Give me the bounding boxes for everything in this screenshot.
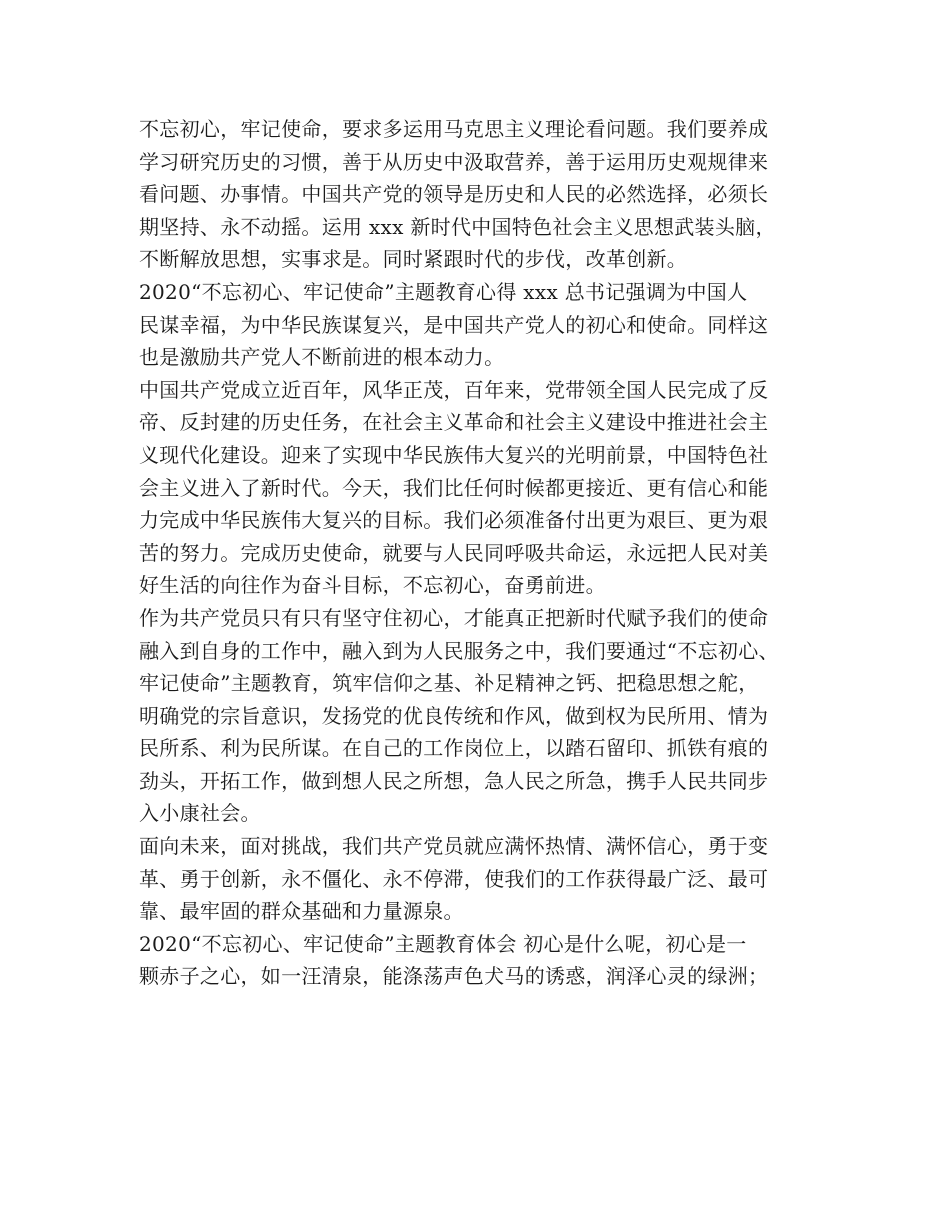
text-line: 2020“不忘初心、牢记使命”主题教育心得 xxx 总书记强调为中国人 xyxy=(139,279,748,304)
text-line: 也是激励共产党人不断前进的根本动力。 xyxy=(139,345,505,370)
text-line: 靠、最牢固的群众基础和力量源泉。 xyxy=(139,899,464,924)
text-line: 力完成中华民族伟大复兴的目标。我们必须准备付出更为艰巨、更为艰 xyxy=(139,508,769,533)
text-line: 不忘初心，牢记使命，要求多运用马克思主义理论看问题。我们要养成 xyxy=(139,117,769,141)
text-line: 劲头，开拓工作，做到想人民之所想，急人民之所急，携手人民共同步 xyxy=(139,768,769,793)
text-line: 看问题、办事情。中国共产党的领导是历史和人民的必然选择，必须长 xyxy=(139,182,769,207)
paragraph-5 xyxy=(139,830,819,928)
text-line: 民所系、利为民所谋。在自己的工作岗位上，以踏石留印、抓铁有痕的 xyxy=(139,736,769,761)
text-line: 苦的努力。完成历史使命，就要与人民同呼吸共命运，永远把人民对美 xyxy=(139,540,769,565)
text-line: 义现代化建设。迎来了实现中华民族伟大复兴的光明前景，中国特色社 xyxy=(139,442,769,467)
text-line: 牢记使命”主题教育，筑牢信仰之基、补足精神之钙、把稳思想之舵， xyxy=(139,671,759,696)
paragraph-2 xyxy=(139,276,819,374)
paragraph-4 xyxy=(139,602,819,830)
text-line: 中国共产党成立近百年，风华正茂，百年来，党带领全国人民完成了反 xyxy=(139,377,769,402)
text-line: 会主义进入了新时代。今天，我们比任何时候都更接近、更有信心和能 xyxy=(139,475,769,500)
text-line: 民谋幸福，为中华民族谋复兴，是中国共产党人的初心和使命。同样这 xyxy=(139,312,769,337)
text-line: 不断解放思想，实事求是。同时紧跟时代的步伐，改革创新。 xyxy=(139,247,688,272)
text-line: 学习研究历史的习惯，善于从历史中汲取营养，善于运用历史观规律来 xyxy=(139,149,769,174)
text-line: 明确党的宗旨意识，发扬党的优良传统和作风，做到权为民所用、情为 xyxy=(139,703,769,728)
paragraph-6 xyxy=(139,928,819,993)
text-line: 入小康社会。 xyxy=(139,801,261,826)
text-line: 期坚持、永不动摇。运用 xxx 新时代中国特色社会主义思想武装头脑， xyxy=(139,214,776,239)
paragraph-3 xyxy=(139,374,819,602)
document-body xyxy=(139,113,819,993)
text-line: 2020“不忘初心、牢记使命”主题教育体会 初心是什么呢，初心是一 xyxy=(139,931,747,956)
text-line: 面向未来，面对挑战，我们共产党员就应满怀热情、满怀信心，勇于变 xyxy=(139,834,769,859)
text-line: 颗赤子之心，如一汪清泉，能涤荡声色犬马的诱惑，润泽心灵的绿洲； xyxy=(139,964,769,989)
text-line: 作为共产党员只有只有坚守住初心，才能真正把新时代赋予我们的使命 xyxy=(139,605,769,630)
paragraph-1 xyxy=(139,113,819,276)
text-line: 帝、反封建的历史任务，在社会主义革命和社会主义建设中推进社会主 xyxy=(139,410,769,435)
text-line: 融入到自身的工作中，融入到为人民服务之中，我们要通过“不忘初心、 xyxy=(139,638,779,663)
text-line: 革、勇于创新，永不僵化、永不停滞，使我们的工作获得最广泛、最可 xyxy=(139,866,769,891)
text-line: 好生活的向往作为奋斗目标，不忘初心，奋勇前进。 xyxy=(139,573,606,598)
